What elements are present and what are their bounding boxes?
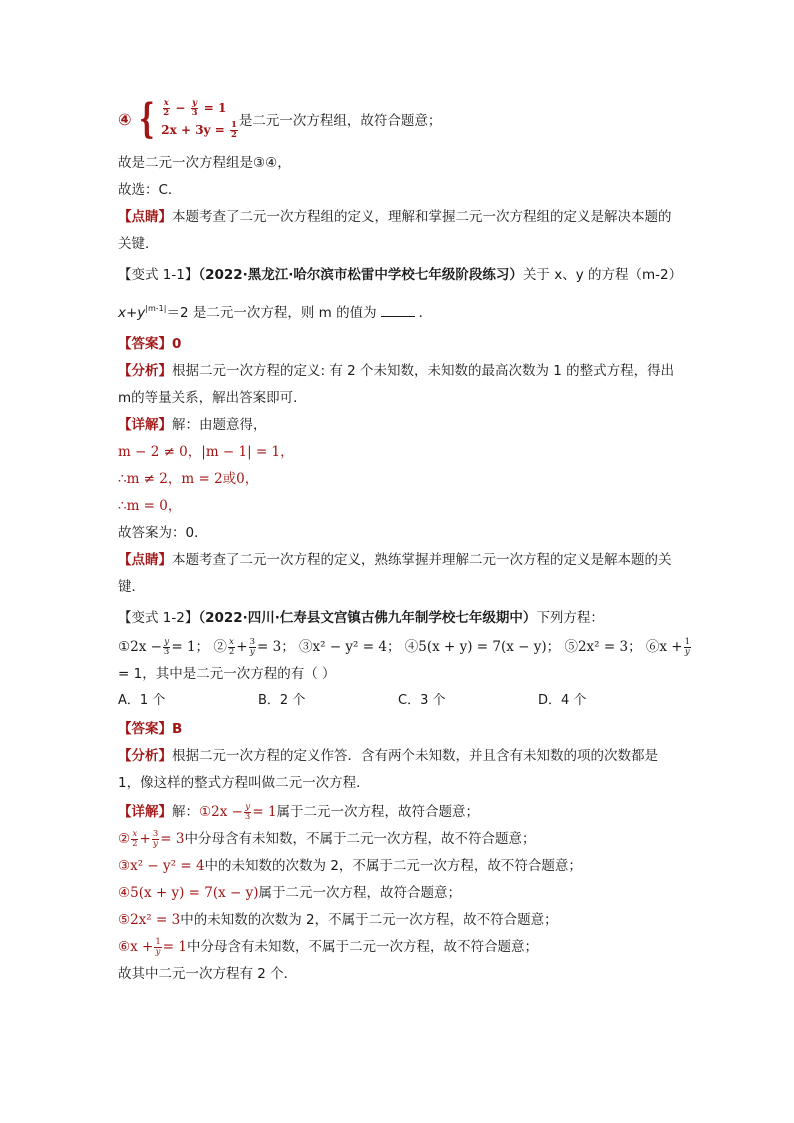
option-a[interactable]: A．1 个 [118,693,166,708]
detail-1-2-row-6: ⑥x + $\frac{1}{y}$ = 1中分母含有未知数，不属于二元一次方程，故不符合题意； [118,937,538,957]
detail-1-1-line-4: 故答案为：0． [118,525,208,541]
conclusion-line: 故是二元一次方程组是③④， [118,155,291,171]
option-d[interactable]: D．4 个 [538,693,587,708]
variant-1-2-question: = 1，其中是二元一次方程的有（ ） [118,666,336,682]
variant-1-1-title: 【变式 1-1】（2022·黑龙江·哈尔滨市松雷中学校七年级阶段练习）关于 x、y 的方程（m-2） [118,267,683,283]
system-equations [161,97,239,141]
detail-1-1-line-2: ∴m ≠ 2，m = 2或0， [118,471,259,487]
options-row [118,688,678,714]
variant-1-1-question: $x+y^{|m-1|}=2$ 是二元一次方程，则 m 的值为 ． [118,295,678,327]
system-row-2: 2x + 3y = $\frac{1}{2}$ [161,120,237,140]
detail-1-1-line-3: ∴m = 0， [118,498,182,514]
system-line [118,92,678,146]
choice-line: 故选：C． [118,182,182,198]
answer-1-2: 【答案】B [118,721,183,737]
detail-1-2-row-5: ⑤2x² = 3中的未知数的次数为 2，不属于二元一次方程，故不符合题意； [118,912,558,928]
detail-1-1-intro: 【详解】解：由题意得， [118,417,267,433]
detail-1-2-end: 故其中二元一次方程有 2 个． [118,966,298,982]
circle-number: ④ [118,109,132,129]
detail-1-2-row-1: 【详解】解：①2x − $\frac{y}{3}$ = 1属于二元一次方程，故符合题意； [118,802,480,822]
document-page [118,92,691,988]
detail-1-2-row-3: ③x² − y² = 4中的未知数的次数为 2，不属于二元一次方程，故不符合题意； [118,858,582,874]
analysis-1-1: 【分析】根据二元一次方程的定义: 有 2 个未知数，未知数的最高次数为 1 的整式方程，得出m的等量关系，解出答案即可． [118,363,675,406]
comment-block-1-1: 【点睛】本题考查了二元一次方程的定义，熟练掌握并理解二元一次方程的定义是解本题的关键． [118,552,672,595]
variant-1-2-title: 【变式 1-2】（2022·四川·仁寿县文宫镇古佛九年制学校七年级期中）下列方程： [118,610,604,626]
system-row-1: $\frac{x}{2}$ − $\frac{y}{3}$ = 1 [163,98,227,118]
variant-1-2-equations: ①2x − $\frac{y}{3}$ = 1； ② $\frac{x}{2}$ + $\frac{3}{y}$ = 3； ③x² − y² = 4； ④5(x + y) = 7(x − y)； ⑤2x² = 3； ⑥x + $\frac{1}{y}$ [118,637,691,657]
detail-1-2-row-2: ② $\frac{x}{2}$ + $\frac{3}{y}$ = 3中分母含有未知数，不属于二元一次方程，故不符合题意； [118,829,536,849]
detail-1-2-row-4: ④5(x + y) = 7(x − y)属于二元一次方程，故符合题意； [118,885,462,901]
analysis-1-2: 【分析】根据二元一次方程的定义作答．含有两个未知数，并且含有未知数的项的次数都是 1，像这样的整式方程叫做二元一次方程． [118,748,658,791]
brace-symbol: { [138,95,155,142]
option-b[interactable]: B．2 个 [258,693,306,708]
detail-1-1-line-1: m − 2 ≠ 0，|m − 1| = 1， [118,444,294,460]
option-c[interactable]: C．3 个 [398,693,446,708]
system-conclusion: 是二元一次方程组，故符合题意； [238,113,442,129]
answer-blank[interactable] [381,300,415,317]
answer-1-1: 【答案】0 [118,336,182,352]
comment-block-1: 【点睛】本题考查了二元一次方程组的定义，理解和掌握二元一次方程组的定义是解决本题的关键． [118,209,672,252]
